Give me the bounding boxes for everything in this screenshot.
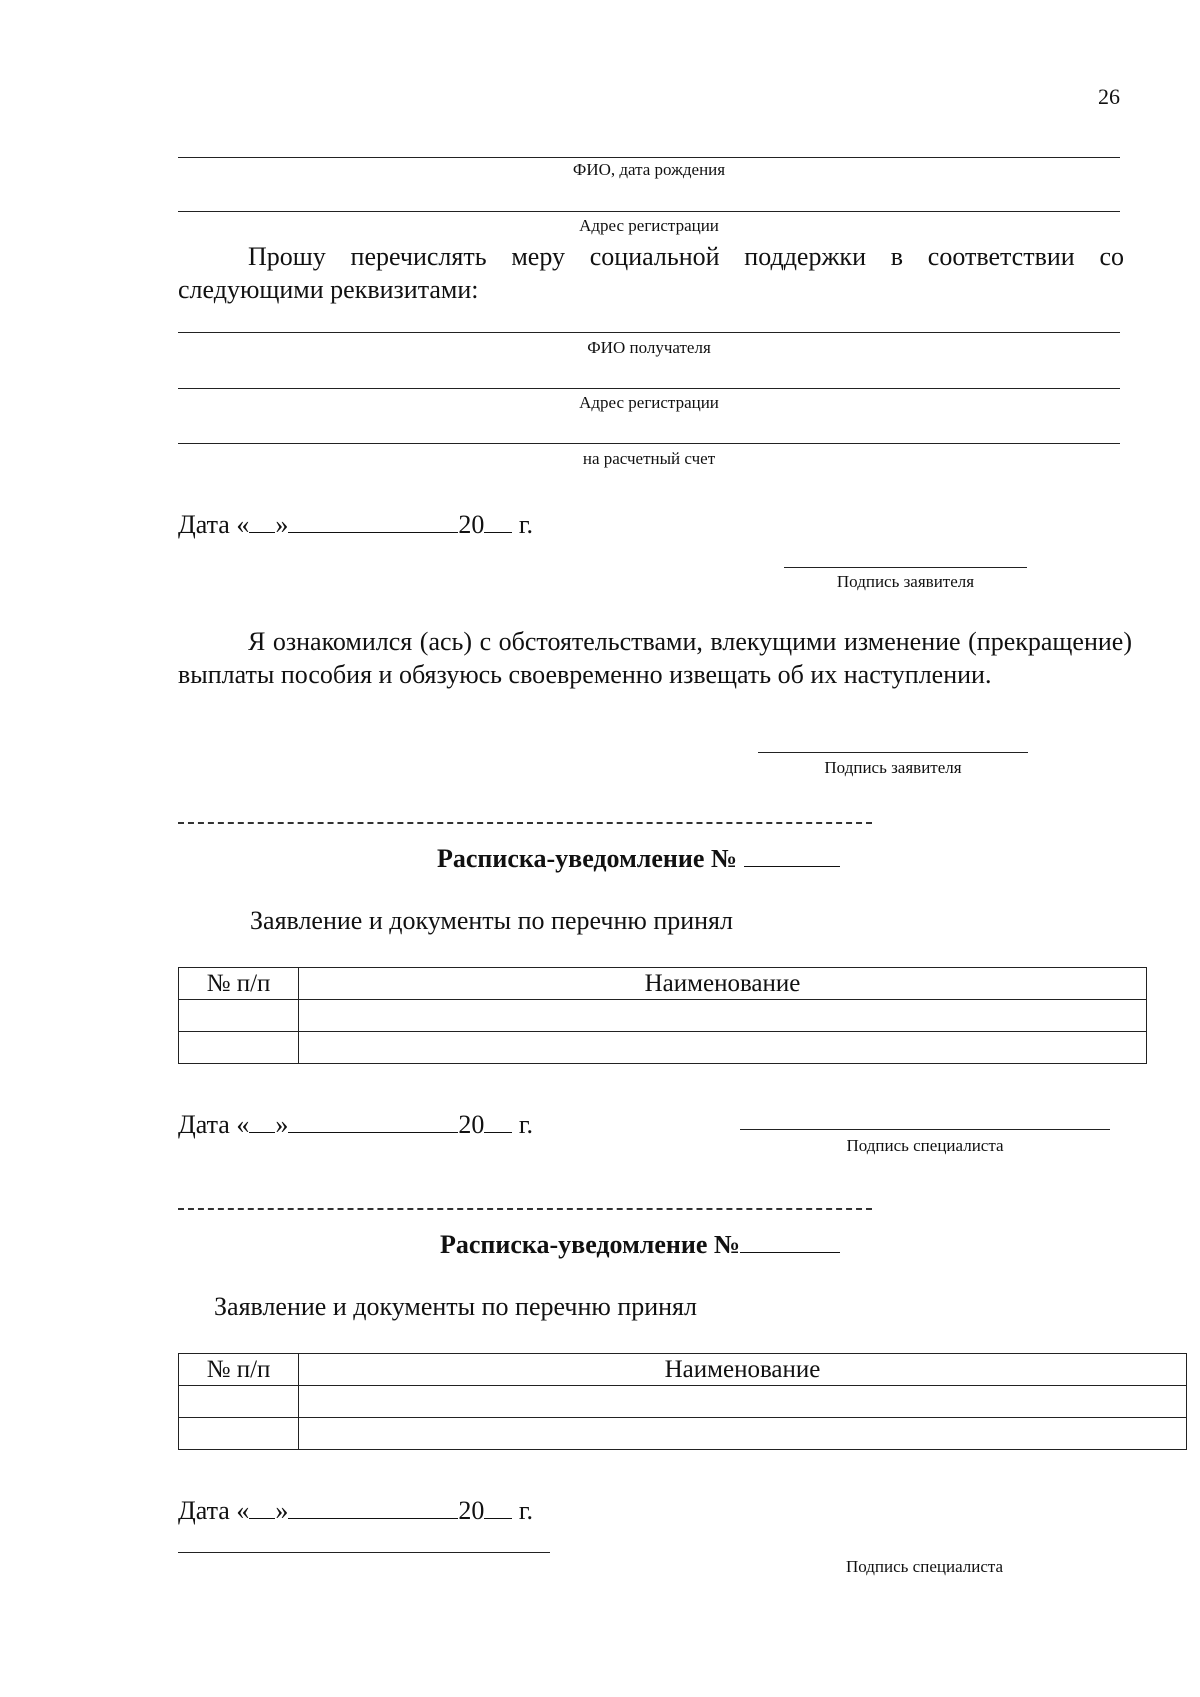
table-row[interactable]: [179, 1386, 1187, 1418]
specialist-signature-line-1[interactable]: [740, 1129, 1110, 1130]
receipt-1-table: [178, 967, 1147, 1064]
year-prefix: 20: [458, 1496, 485, 1525]
date-label: Дата «: [178, 1496, 250, 1525]
table-cell[interactable]: [179, 1418, 299, 1450]
receipt-2-title: Расписка-уведомление №: [440, 1226, 840, 1260]
specialist-signature-caption-1: Подпись специалиста: [846, 1136, 1004, 1155]
table-header-row: [179, 1354, 1187, 1386]
col-number-header: № п/п: [179, 1354, 299, 1386]
table-cell[interactable]: [179, 1032, 299, 1064]
table-cell[interactable]: [179, 1386, 299, 1418]
cut-line-2: [178, 1208, 872, 1210]
year-suffix: г.: [512, 1110, 534, 1139]
fio-birth-caption: ФИО, дата рождения: [572, 160, 726, 179]
table-cell[interactable]: [299, 1032, 1147, 1064]
day-blank[interactable]: [249, 506, 275, 533]
receipt-1-title: Расписка-уведомление №: [437, 840, 840, 874]
specialist-signature-caption-2: Подпись специалиста: [846, 1557, 1004, 1576]
receipt-2-accepted: Заявление и документы по перечню принял: [214, 1292, 697, 1321]
receipt-2-table: [178, 1353, 1187, 1450]
date-row-3: [178, 1492, 533, 1526]
receipt-1-number-blank[interactable]: [744, 840, 840, 867]
receipt-1-accepted: Заявление и документы по перечню принял: [250, 906, 733, 935]
request-paragraph: Прошу перечислять меру социальной поддержки в соответствии со следующими реквизитами:: [178, 242, 1124, 304]
col-name-header: Наименование: [299, 968, 1147, 1000]
recipient-address-line[interactable]: [178, 388, 1120, 389]
table-cell[interactable]: [179, 1000, 299, 1032]
account-caption: на расчетный счет: [582, 449, 716, 468]
table-header-row: [179, 968, 1147, 1000]
applicant-signature-caption-1: Подпись заявителя: [836, 572, 975, 591]
year-blank[interactable]: [484, 506, 512, 533]
year-blank[interactable]: [484, 1492, 512, 1519]
table-row[interactable]: [179, 1000, 1147, 1032]
day-blank[interactable]: [249, 1106, 275, 1133]
receipt-2-number-blank[interactable]: [740, 1226, 840, 1253]
page-number: 26: [1098, 84, 1120, 109]
date-quote-close: »: [275, 1110, 289, 1139]
address-line[interactable]: [178, 211, 1120, 212]
acknowledgement-paragraph: Я ознакомился (ась) с обстоятельствами, влекущими изменение (прекращение) выплаты пособия и обязуюсь своевременно извещать об их наступлении.: [178, 627, 1132, 689]
col-number-header: № п/п: [179, 968, 299, 1000]
date-quote-close: »: [275, 1496, 289, 1525]
date-label: Дата «: [178, 510, 250, 539]
recipient-fio-line[interactable]: [178, 332, 1120, 333]
fio-birth-line[interactable]: [178, 157, 1120, 158]
month-blank[interactable]: [288, 506, 458, 533]
col-name-header: Наименование: [299, 1354, 1187, 1386]
applicant-signature-line-1[interactable]: [784, 567, 1027, 568]
year-prefix: 20: [458, 1110, 485, 1139]
table-cell[interactable]: [299, 1000, 1147, 1032]
year-prefix: 20: [458, 510, 485, 539]
table-row[interactable]: [179, 1418, 1187, 1450]
date-row-2: [178, 1106, 533, 1140]
year-suffix: г.: [512, 510, 534, 539]
specialist-signature-line-2[interactable]: [178, 1552, 550, 1553]
date-label: Дата «: [178, 1110, 250, 1139]
table-cell[interactable]: [299, 1386, 1187, 1418]
month-blank[interactable]: [288, 1106, 458, 1133]
day-blank[interactable]: [249, 1492, 275, 1519]
recipient-fio-caption: ФИО получателя: [587, 338, 711, 357]
address-caption: Адрес регистрации: [579, 216, 719, 235]
applicant-signature-line-2[interactable]: [758, 752, 1028, 753]
month-blank[interactable]: [288, 1492, 458, 1519]
account-line[interactable]: [178, 443, 1120, 444]
year-blank[interactable]: [484, 1106, 512, 1133]
date-quote-close: »: [275, 510, 289, 539]
applicant-signature-caption-2: Подпись заявителя: [824, 758, 962, 777]
year-suffix: г.: [512, 1496, 534, 1525]
table-cell[interactable]: [299, 1418, 1187, 1450]
cut-line-1: [178, 822, 872, 824]
table-row[interactable]: [179, 1032, 1147, 1064]
date-row-1: [178, 506, 533, 540]
recipient-address-caption: Адрес регистрации: [579, 393, 719, 412]
